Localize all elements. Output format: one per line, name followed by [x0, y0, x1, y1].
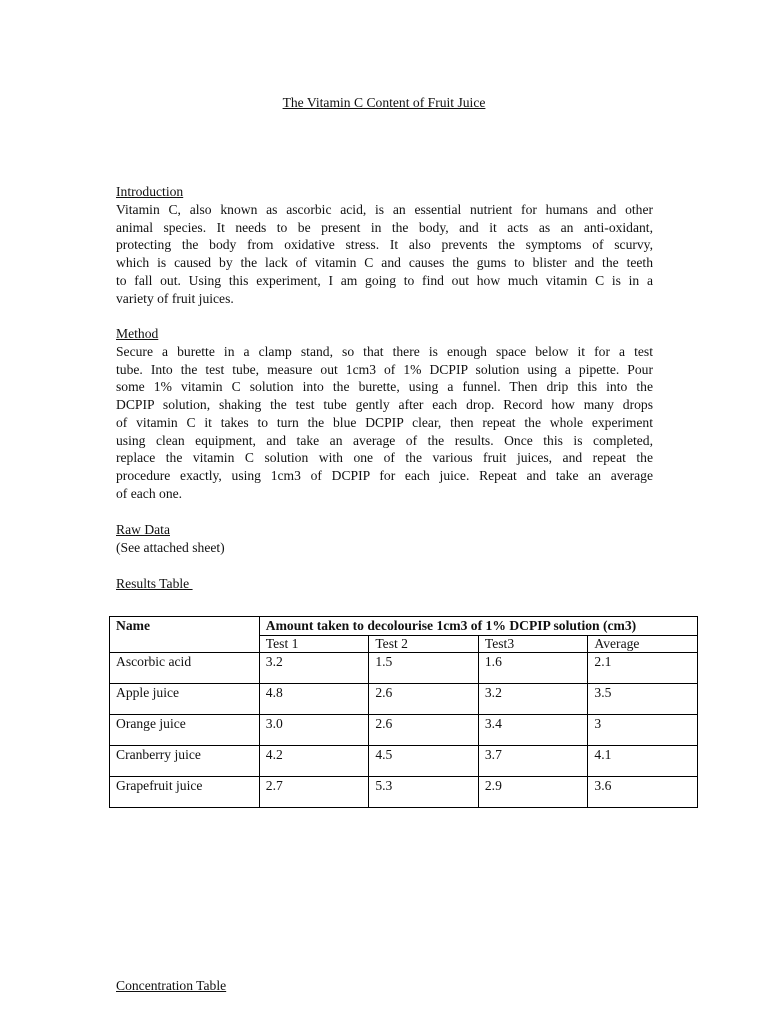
juice-name-cell: Apple juice [110, 684, 260, 715]
juice-name-cell: Cranberry juice [110, 746, 260, 777]
average-cell: 2.1 [588, 653, 698, 684]
introduction-heading: Introduction [116, 184, 184, 199]
table-header-row [110, 617, 698, 636]
table-row [110, 746, 698, 777]
test2-cell: 1.5 [369, 653, 479, 684]
method-line: of vitamin C it takes to turn the blue DCPIP clear, then repeat the whole experiment [116, 414, 653, 430]
method-line: some 1% vitamin C solution into the burette, using a funnel. Then drip this into the [116, 379, 653, 395]
average-cell: 3.5 [588, 684, 698, 715]
test2-header: Test 2 [369, 636, 479, 653]
test2-cell: 2.6 [369, 684, 479, 715]
average-cell: 4.1 [588, 746, 698, 777]
test3-cell: 3.4 [478, 715, 588, 746]
concentration-heading: Concentration Table [116, 978, 227, 993]
test3-cell: 2.9 [478, 777, 588, 808]
introduction-line: variety of fruit juices. [116, 290, 234, 306]
method-line: using clean equipment, and take an average of the results. Once this is completed, [116, 432, 653, 448]
method-paragraph [116, 343, 653, 502]
method-line: replace the vitamin C solution with one of the various fruit juices, and repeat the [116, 450, 653, 466]
group-column-header: Amount taken to decolourise 1cm3 of 1% DCPIP solution (cm3) [259, 617, 697, 636]
test3-cell: 3.7 [478, 746, 588, 777]
introduction-line: Vitamin C, also known as ascorbic acid, is an essential nutrient for humans and other [116, 202, 653, 217]
test3-header: Test3 [478, 636, 588, 653]
method-line: Secure a burette in a clamp stand, so that there is enough space below it for a test [116, 344, 653, 359]
juice-name-cell: Orange juice [110, 715, 260, 746]
name-column-header: Name [110, 617, 260, 636]
introduction-line: to fall out. Using this experiment, I am going to find out how much vitamin C is in a [116, 272, 653, 288]
raw-data-note: (See attached sheet) [116, 540, 225, 555]
document-title: The Vitamin C Content of Fruit Juice [282, 95, 486, 110]
introduction-line: animal species. It needs to be present in the body, and it acts as an anti-oxidant, [116, 219, 653, 235]
average-cell: 3.6 [588, 777, 698, 808]
table-row [110, 684, 698, 715]
results-table [109, 616, 698, 808]
introduction-paragraph [116, 201, 653, 307]
method-line: procedure exactly, using 1cm3 of DCPIP for each juice. Repeat and take an average [116, 467, 653, 483]
method-line: DCPIP solution, shaking the test tube gently after each drop. Record how many drops [116, 397, 653, 413]
table-row [110, 653, 698, 684]
test1-cell: 3.2 [259, 653, 369, 684]
average-cell: 3 [588, 715, 698, 746]
table-row [110, 777, 698, 808]
results-heading: Results Table [116, 576, 193, 591]
test1-cell: 4.8 [259, 684, 369, 715]
raw-data-heading: Raw Data [116, 522, 170, 537]
test3-cell: 3.2 [478, 684, 588, 715]
test2-cell: 4.5 [369, 746, 479, 777]
method-heading: Method [116, 326, 159, 341]
average-header: Average [588, 636, 698, 653]
test1-cell: 4.2 [259, 746, 369, 777]
blank-header-cell [110, 636, 260, 653]
table-row [110, 715, 698, 746]
table-subheader-row [110, 636, 698, 653]
introduction-line: protecting the body from oxidative stress. It also prevents the symptoms of scurvy, [116, 237, 653, 253]
method-line: tube. Into the test tube, measure out 1cm3 of 1% DCPIP solution using a pipette. Pour [116, 361, 653, 377]
test2-cell: 5.3 [369, 777, 479, 808]
juice-name-cell: Ascorbic acid [110, 653, 260, 684]
test1-cell: 3.0 [259, 715, 369, 746]
test1-header: Test 1 [259, 636, 369, 653]
introduction-line: which is caused by the lack of vitamin C and causes the gums to blister and the teeth [116, 255, 653, 271]
juice-name-cell: Grapefruit juice [110, 777, 260, 808]
test3-cell: 1.6 [478, 653, 588, 684]
test1-cell: 2.7 [259, 777, 369, 808]
method-line: of each one. [116, 485, 183, 501]
test2-cell: 2.6 [369, 715, 479, 746]
